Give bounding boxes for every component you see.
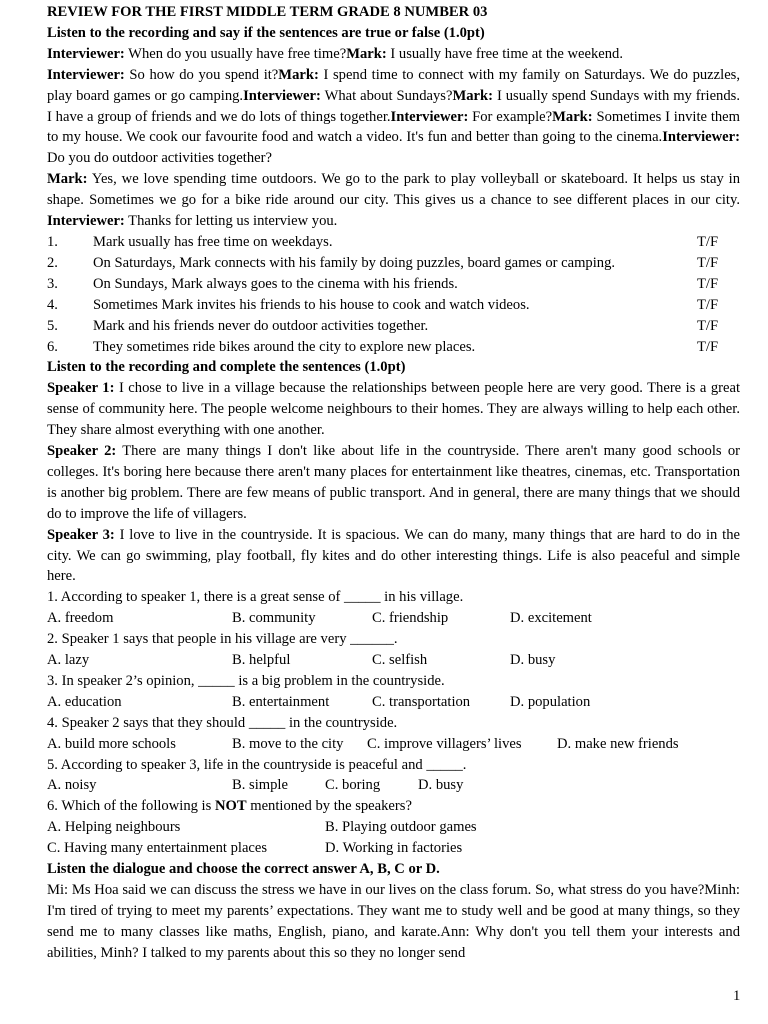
question-4: 4. Speaker 2 says that they should _____ in the countryside. [47,714,398,731]
option-b: B. entertainment [232,693,330,710]
option-b: B. helpful [232,652,291,669]
question-4-options [47,734,740,755]
question-6-options-row-2 [47,838,740,859]
option-c: C. selfish [372,652,428,669]
section3-dialogue: Mi: Ms Hoa said we can discuss the stress we have in our lives on the class forum. So, what stress do you have?Minh: I'm tired of trying to meet my parents’ expectations. They want me to study well and be good at many things, so they send me to many classes like maths, English, piano, and karate.Ann: Why don't you tell them your interests and abilities, Minh? I talked to my parents about this so they no longer send [47,881,740,961]
option-a: A. Helping neighbours [47,819,181,836]
option-c: C. improve villagers’ lives [367,735,522,752]
option-d: D. busy [510,652,556,669]
option-c: C. transportation [372,693,471,710]
option-c: C. Having many entertainment places [47,840,268,857]
option-d: D. Working in factories [325,840,463,857]
question-2-options [47,650,740,671]
option-a: A. noisy [47,777,97,794]
option-b: B. move to the city [232,735,344,752]
page-number: 1 [733,988,741,1004]
option-a: A. lazy [47,652,90,669]
statement-row: 4. Sometimes Mark invites his friends to his house to cook and watch videos. T/F [47,296,719,313]
option-d: D. population [510,693,591,710]
option-c: C. boring [325,777,381,794]
speaker-1-transcript: Speaker 1: I chose to live in a village because the relationships between people here are very good. There is a great sense of community here. The people welcome neighbours to their homes. They are always willing to help each other. They share almost everything with one another. [47,380,741,439]
option-d: D. make new friends [557,735,679,752]
option-a: A. build more schools [47,735,176,752]
statement-row: 3. On Sundays, Mark always goes to the cinema with his friends. T/F [47,275,719,292]
question-1-options [47,608,740,629]
question-3-options [47,692,740,713]
true-false-list [47,232,740,357]
option-b: B. Playing outdoor games [325,819,477,836]
statement-row: 6. They sometimes ride bikes around the city to explore new places. T/F [47,338,719,355]
statement-row: 1. Mark usually has free time on weekdays. T/F [47,233,719,250]
question-2: 2. Speaker 1 says that people in his village are very ______. [47,631,398,648]
speaker-3-transcript: Speaker 3: I love to live in the countryside. It is spacious. We can do many, many things that are hard to do in the city. We can go swimming, play football, fly kites and do other interesting things. Life is also peaceful and simple here. [47,526,740,585]
question-5-options [47,775,740,796]
statement-row: 2. On Saturdays, Mark connects with his family by doing puzzles, board games or camping. T/F [47,254,719,271]
option-d: D. excitement [510,610,592,627]
question-5: 5. According to speaker 3, life in the countryside is peaceful and _____. [47,756,467,773]
question-3: 3. In speaker 2’s opinion, _____ is a big problem in the countryside. [47,672,445,689]
option-b: B. community [232,610,316,627]
section3-heading: Listen the dialogue and choose the correct answer A, B, C or D. [47,861,440,878]
section1-transcript: Interviewer: When do you usually have free time?Mark: I usually have free time at the weekend. Interviewer: So how do you spend it?Mark: I spend time to connect with my family on Saturdays. We do puzzles, play board games or go camping.Interviewer: What about Sundays?Mark: I usually spend Sundays with my friends. I have a group of friends and we do lots of things together.Interviewer: For example?Mark: Sometimes I invite them to my house. We cook our favourite food and watch a video. It's fun and better than going to the cinema.Interviewer: Do you do outdoor activities together? Mark: Yes, we love spending time outdoors. We go to the park to play volleyball or skateboard. It helps us stay in shape. Sometimes we go for a bike ride around our city. This gives us a chance to see different places in our city. Interviewer: Thanks for letting us interview you. [47,45,741,230]
speaker-2-transcript: Speaker 2: There are many things I don't like about life in the countryside. There aren't many good schools or colleges. It's boring here because there aren't many places for entertainment like theatres, cinemas, etc. Transportation is another big problem. There are few means of public transport. And in general, there are many things that we should do to improve the life of villagers. [47,443,741,522]
section1-heading: Listen to the recording and say if the sentences are true or false (1.0pt) [47,24,485,41]
question-6-options-row-1 [47,817,740,838]
document-page [47,2,740,964]
statement-row: 5. Mark and his friends never do outdoor activities together. T/F [47,317,719,334]
question-1: 1. According to speaker 1, there is a great sense of _____ in his village. [47,589,464,606]
option-d: D. busy [418,777,464,794]
option-c: C. friendship [372,610,449,627]
option-b: B. simple [232,777,288,794]
section2-heading: Listen to the recording and complete the sentences (1.0pt) [47,359,406,376]
option-a: A. freedom [47,610,114,627]
option-a: A. education [47,693,122,710]
question-6: 6. Which of the following is NOT mentioned by the speakers? [47,798,412,815]
page-title: REVIEW FOR THE FIRST MIDDLE TERM GRADE 8 NUMBER 03 [47,4,488,20]
